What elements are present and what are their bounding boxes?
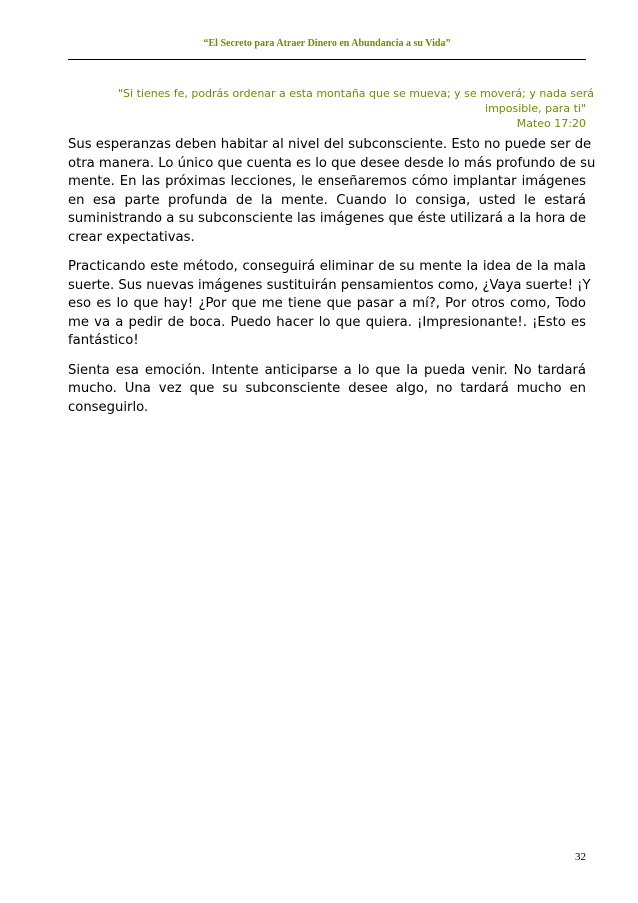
quote-line-1: "Si tienes fe, podrás ordenar a esta montaña que se mueva; y se moverá; y nada será <box>118 87 595 100</box>
paragraph <box>68 362 586 418</box>
paragraph-line: mente. En las próximas lecciones, le enseñaremos cómo implantar imágenes <box>68 174 586 189</box>
header-divider <box>68 59 586 60</box>
paragraph-line: eso es lo que hay! ¿Por que me tiene que pasar a mí?, Por otros como, Todo <box>68 296 586 311</box>
running-header: “El Secreto para Atraer Dinero en Abundancia a su Vida” <box>203 38 451 49</box>
paragraph-line: mucho. Una vez que su subconsciente desee algo, no tardará mucho en <box>68 381 586 396</box>
paragraph-line: conseguirlo. <box>68 399 149 415</box>
paragraph <box>68 136 596 247</box>
paragraph <box>68 258 591 351</box>
page-number: 32 <box>575 851 586 863</box>
quote-citation: Mateo 17:20 <box>516 117 586 130</box>
paragraph-line: Sus esperanzas deben habitar al nivel del subconsciente. Esto no puede ser de <box>68 137 592 152</box>
paragraph-line: crear expectativas. <box>68 229 195 245</box>
epigraph-quote <box>68 86 595 131</box>
paragraph-line: en esa parte profunda de la mente. Cuando lo consiga, usted le estará <box>68 192 586 208</box>
paragraph-line: Practicando este método, conseguirá eliminar de su mente la idea de la mala <box>68 259 586 274</box>
quote-line-2: imposible, para ti" <box>485 102 586 115</box>
paragraph-line: otra manera. Lo único que cuenta es lo que desee desde lo más profundo de su <box>68 155 596 171</box>
paragraph-line: me va a pedir de boca. Puedo hacer lo que quiera. ¡Impresionante!. ¡Esto es <box>68 314 586 330</box>
paragraph-line: Sienta esa emoción. Intente anticiparse a lo que la pueda venir. No tardará <box>68 362 586 378</box>
paragraph-line: suerte. Sus nuevas imágenes sustituirán pensamientos como, ¿Vaya suerte! ¡Y <box>68 277 591 293</box>
paragraph-line: fantástico! <box>68 333 139 348</box>
body-text <box>68 136 596 428</box>
paragraph-line: suministrando a su subconsciente las imágenes que éste utilizará a la hora de <box>68 211 586 226</box>
